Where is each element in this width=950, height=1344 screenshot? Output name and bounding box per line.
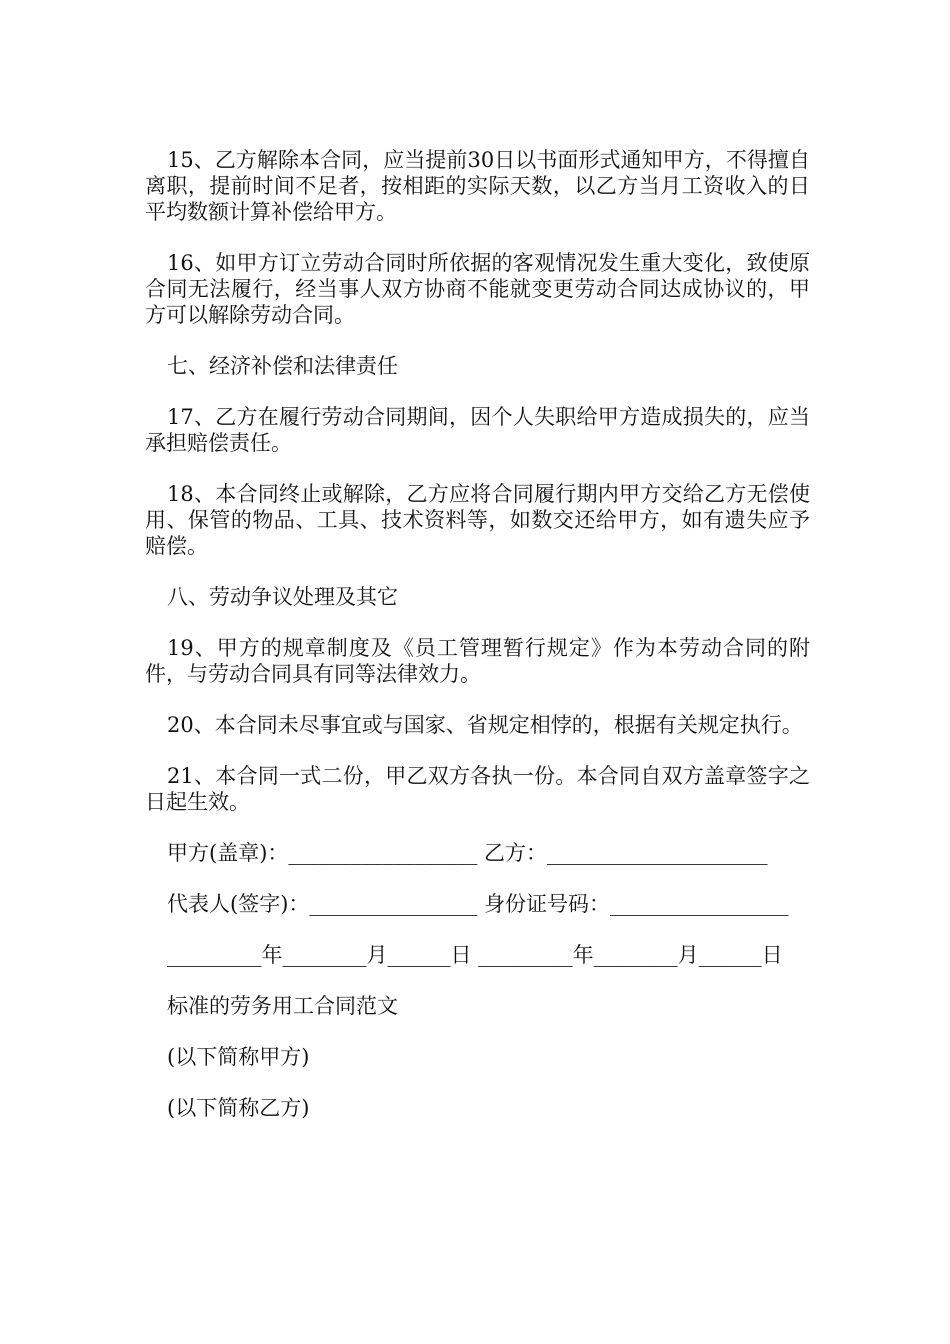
party-b-note: (以下简称乙方) <box>167 1096 310 1120</box>
signature-representative-line: 代表人(签字)：________________ 身份证号码：_________________ <box>167 892 789 916</box>
signature-party-line: 甲方(盖章)：__________________ 乙方：_____________________ <box>167 841 768 865</box>
clause-15: 15、乙方解除本合同，应当提前30日以书面形式通知甲方，不得擅自离职，提前时间不足者，按相距的实际天数，以乙方当月工资收入的日平均数额计算补偿给甲方。 <box>145 148 810 224</box>
clause-18: 18、本合同终止或解除，乙方应将合同履行期内甲方交给乙方无偿使用、保管的物品、工具、技术资料等，如数交还给甲方，如有遗失应予赔偿。 <box>145 482 810 558</box>
section-heading-8: 八、劳动争议处理及其它 <box>167 585 398 609</box>
clause-16: 16、如甲方订立劳动合同时所依据的客观情况发生重大变化，致使原合同无法履行，经当事人双方协商不能就变更劳动合同达成协议的，甲方可以解除劳动合同。 <box>145 251 810 327</box>
clause-19: 19、甲方的规章制度及《员工管理暂行规定》作为本劳动合同的附件，与劳动合同具有同等法律效力。 <box>145 636 810 686</box>
clause-21: 21、本合同一式二份，甲乙双方各执一份。本合同自双方盖章签字之日起生效。 <box>145 764 810 814</box>
next-document-title: 标准的劳务用工合同范文 <box>167 994 398 1018</box>
signature-date-line: _________年________月______日 _________年________月______日 <box>167 943 783 967</box>
section-heading-7: 七、经济补偿和法律责任 <box>167 354 398 378</box>
clause-17: 17、乙方在履行劳动合同期间，因个人失职给甲方造成损失的，应当承担赔偿责任。 <box>145 405 810 455</box>
document-body <box>145 147 810 1146</box>
clause-20: 20、本合同未尽事宜或与国家、省规定相悖的，根据有关规定执行。 <box>167 713 803 737</box>
party-a-note: (以下简称甲方) <box>167 1045 310 1069</box>
